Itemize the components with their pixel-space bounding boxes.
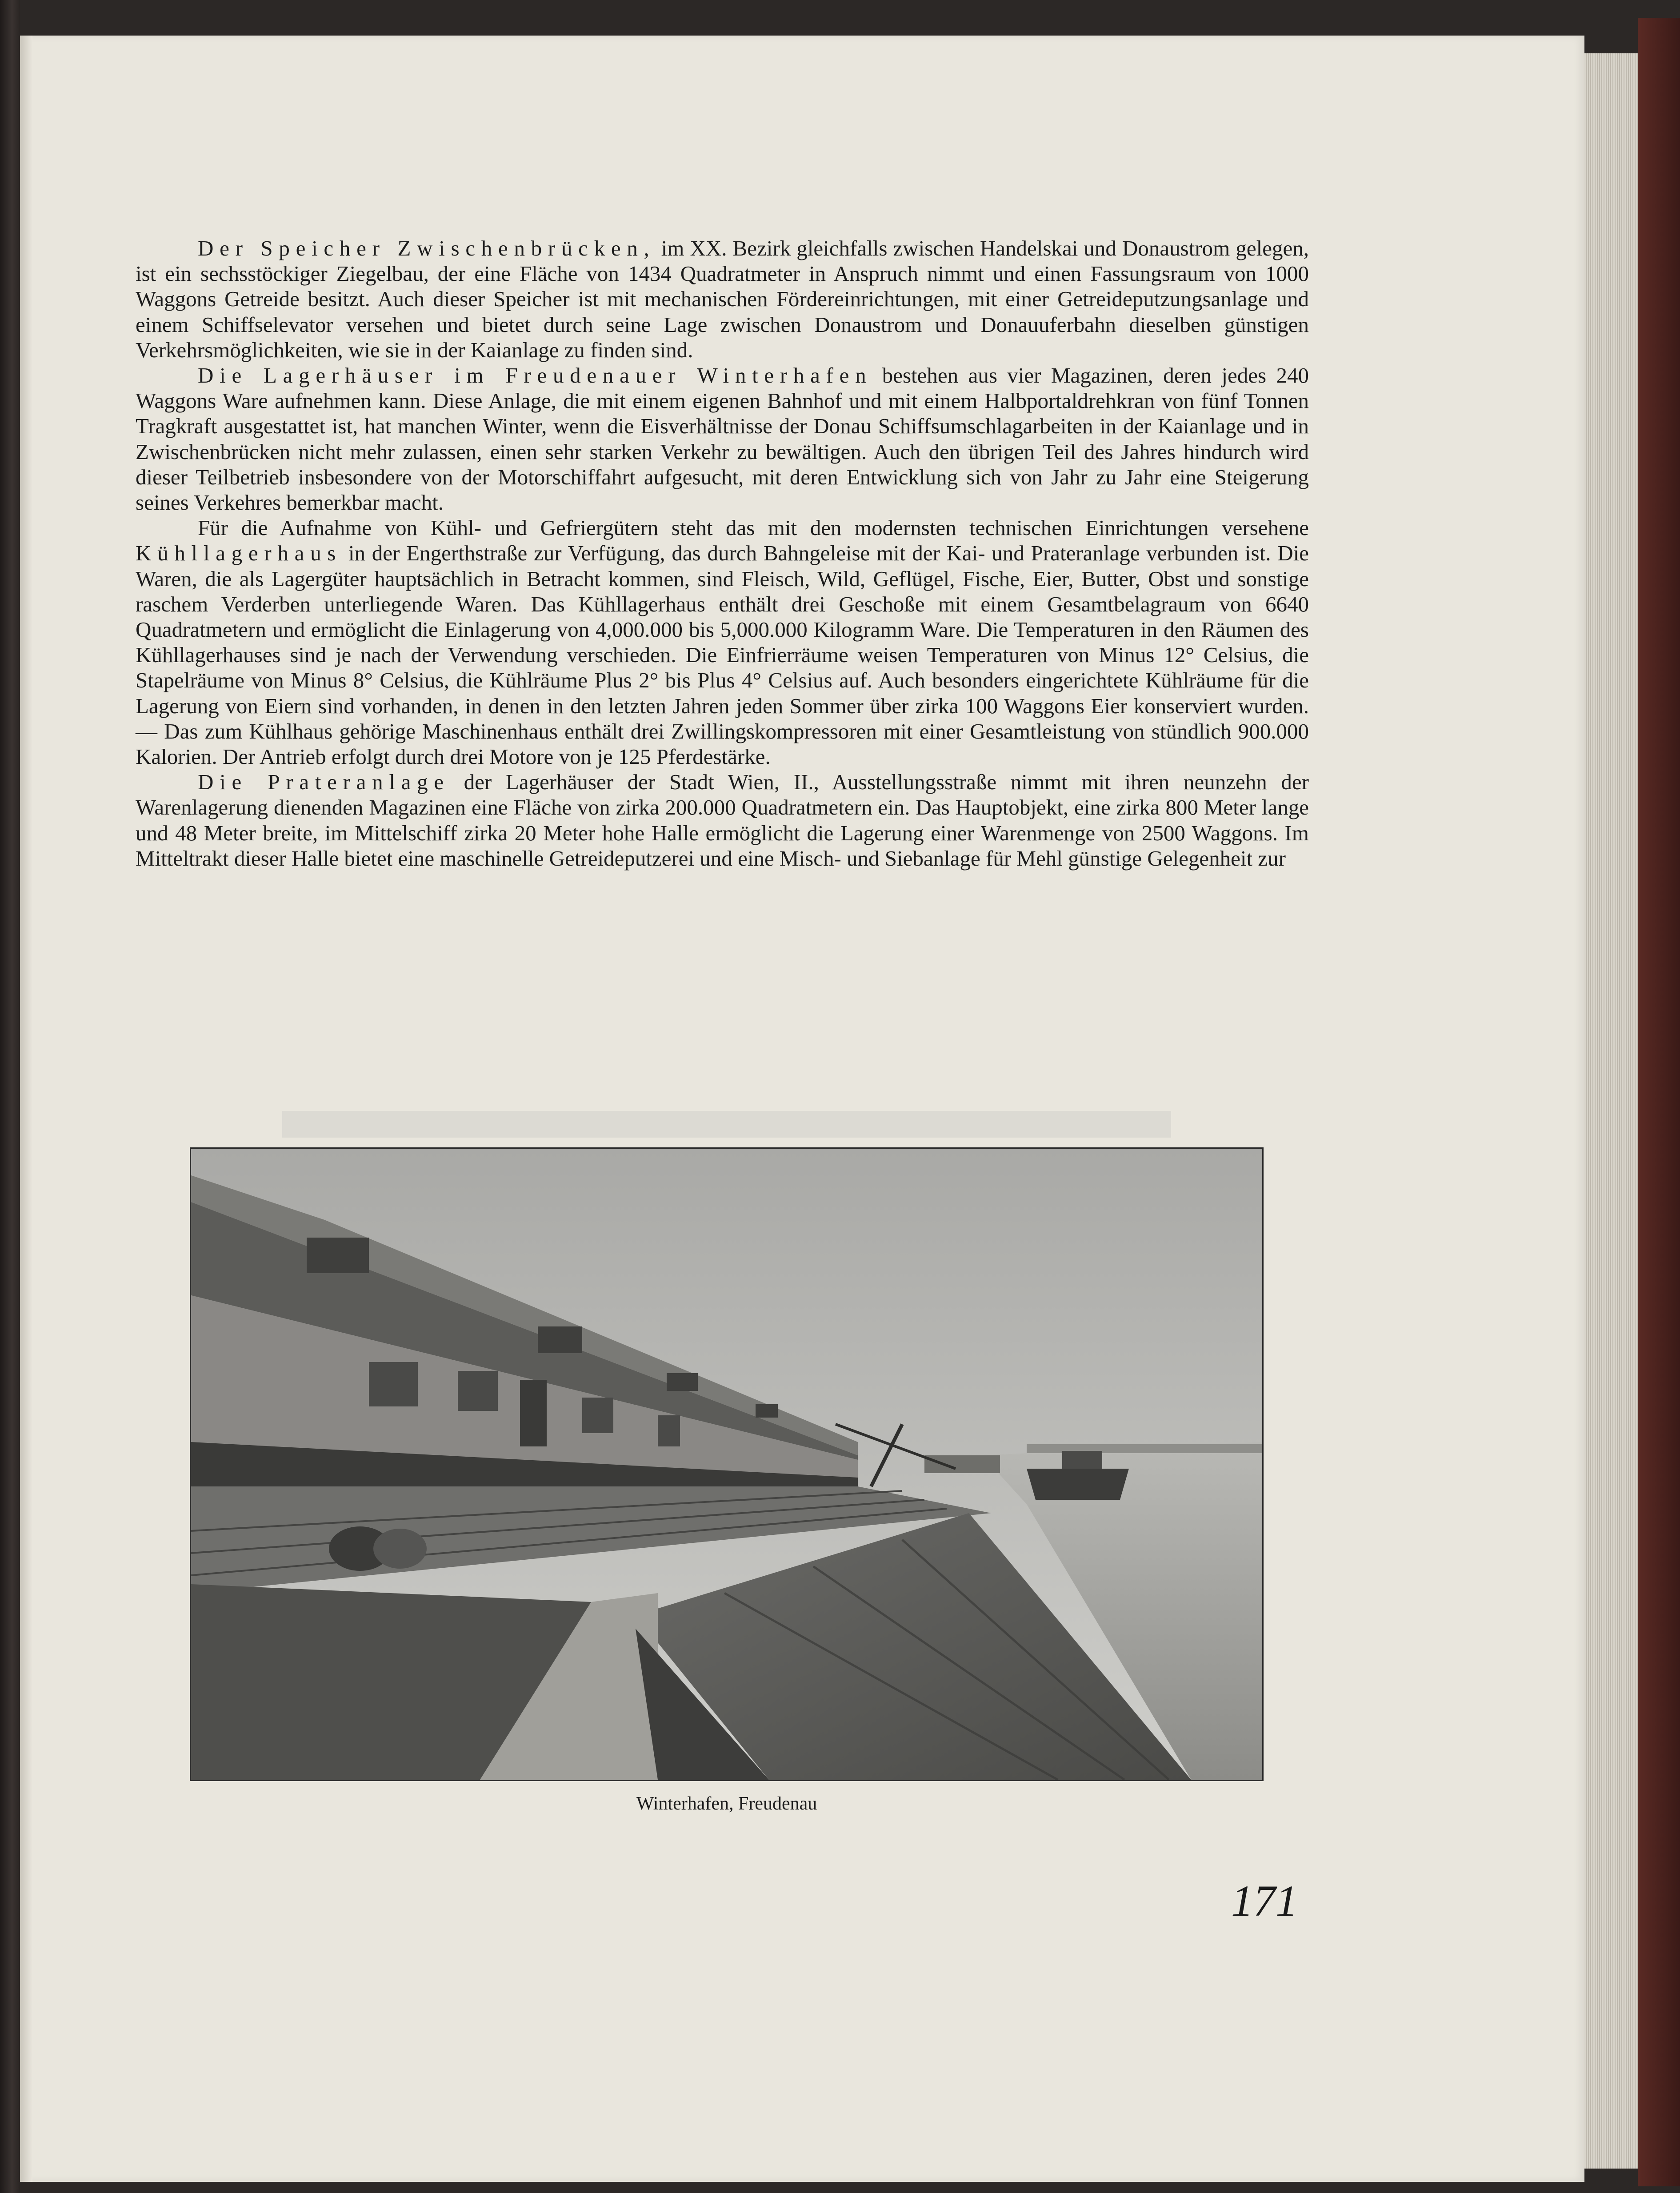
paragraph-lead: Die Lagerhäuser im Freudenauer Winterhafen: [198, 363, 872, 388]
paragraph-pre: Für die Aufnahme von Kühl- und Gefriergütern steht das mit den modernsten technischen Einrichtungen versehene: [198, 515, 1309, 540]
page-number: 171: [1231, 1876, 1298, 1925]
paragraph-winterhafen: [136, 363, 1309, 515]
page-edges: [1584, 53, 1638, 2169]
warehouses-riverbank-photo: [191, 1149, 1262, 1780]
photo-illustration: [191, 1149, 1262, 1780]
paragraph-kuehllagerhaus: [136, 515, 1309, 769]
page-gutter: [20, 36, 32, 2182]
book-cover-right: [1638, 18, 1680, 2186]
photo-backing: [282, 1111, 1171, 1138]
paragraph-lead: Kühllagerhaus: [136, 541, 342, 566]
paragraph-text: im XX. Bezirk gleichfalls zwischen Handelskai und Donaustrom gelegen, ist ein sechsstöckiger Ziegelbau, der eine Fläche von 1434 Quadratmeter in Anspruch nimmt und einen Fassungsraum von 1000 Waggons Getreide besitzt. Auch dieser Speicher ist mit mechanischen Fördereinrichtungen, mit einer Getreideputzungsanlage und einem Schiffselevator versehen und bietet durch seine Lage zwischen Donaustrom und Donauuferbahn dieselben günstigen Verkehrsmöglichkeiten, wie sie in der Kaianlage zu finden sind.: [136, 236, 1309, 362]
paragraph-text: bestehen aus vier Magazinen, deren jedes 240 Waggons Ware aufnehmen kann. Diese Anlage, die mit einem eigenen Bahnhof und mit einem Halbportaldrehkran von fünf Tonnen Tragkraft ausgestattet ist, hat manchen Winter, wenn die Eisverhältnisse der Donau Schiffsumschlagarbeiten in der Kaianlage und in Zwischenbrücken nicht mehr zulassen, einen sehr starken Verkehr zu bewältigen. Auch den übrigen Teil des Jahres hindurch wird dieser Teilbetrieb insbesondere von der Motorschiffahrt aufgesucht, mit deren Entwicklung sich von Jahr zu Jahr eine Steigerung seines Verkehres bemerkbar macht.: [136, 363, 1309, 515]
figure-caption: Winterhafen, Freudenau: [636, 1794, 817, 1814]
body-text: [136, 236, 1309, 871]
paragraph-lead: Die Prateranlage: [198, 770, 450, 795]
paragraph-speicher-zwischenbruecken: [136, 236, 1309, 363]
paragraph-text: in der Engerthstraße zur Verfügung, das durch Bahngeleise mit der Kai- und Prateranlage verbunden ist. Die Waren, die als Lagergüter hauptsächlich in Betracht kommen, sind Fleisch, Wild, Geflügel, Fische, Eier, Butter, Obst und sonstige raschem Verderben unterliegende Waren. Das Kühllagerhaus enthält drei Geschoße mit einem Gesamtbelagraum von 6640 Quadratmetern und ermöglicht die Einlagerung von 4,000.000 bis 5,000.000 Kilogramm Ware. Die Temperaturen in den Räumen des Kühllagerhauses sind je nach der Verwendung verschieden. Die Einfrierräume weisen Temperaturen von Minus 12° Celsius, die Stapelräume von Minus 8° Celsius, die Kühlräume Plus 2° bis Plus 4° Celsius auf. Auch besonders eingerichtete Kühlräume für die Lagerung von Eiern sind vorhanden, in denen in den letzten Jahren jeden Sommer über zirka 100 Waggons Eier konserviert wurden. — Das zum Kühlhaus gehörige Maschinenhaus enthält drei Zwillingskompressoren mit einer Gesamtleistung von stündlich 900.000 Kalorien. Der Antrieb erfolgt durch drei Motore von je 125 Pferdestärke.: [136, 541, 1309, 769]
book-cover-left: [0, 0, 20, 2193]
paragraph-text: der Lagerhäuser der Stadt Wien, II., Ausstellungsstraße nimmt mit ihren neunzehn der Warenlagerung dienenden Magazinen eine Fläche von zirka 200.000 Quadratmetern ein. Das Hauptobjekt, eine zirka 800 Meter lange und 48 Meter breite, im Mittelschiff zirka 20 Meter hohe Halle ermöglicht die Lagerung einer Warenmenge von 2500 Waggons. Im Mitteltrakt dieser Halle bietet eine maschinelle Getreideputzerei und eine Misch- und Siebanlage für Mehl günstige Gelegenheit zur: [136, 770, 1309, 871]
paragraph-prateranlage: [136, 769, 1309, 871]
paragraph-lead: Der Speicher Zwischenbrücken,: [198, 236, 656, 260]
